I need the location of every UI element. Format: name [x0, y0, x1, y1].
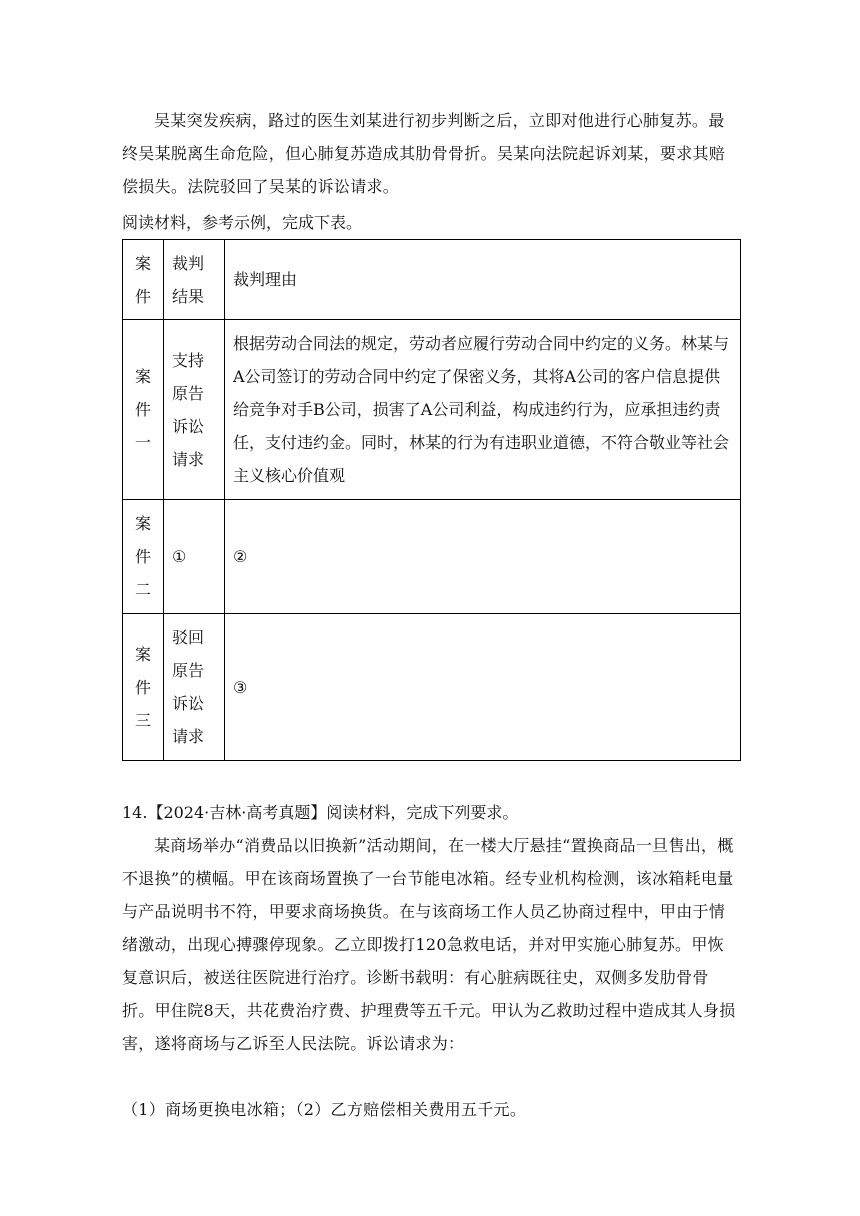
table-row [123, 320, 741, 500]
result-cell: 驳回 原告 诉讼 请求 [164, 614, 225, 761]
question-14-material: 某商场举办“消费品以旧换新”活动期间，在一楼大厅悬挂“置换商品一旦售出，概不退换”的横幅。甲在该商场置换了一台节能电冰箱。经专业机构检测，该冰箱耗电量与产品说明书不符，甲要求商场换货。在与该商场工作人员乙协商过程中，甲由于情绪激动，出现心搏骤停现象。乙立即拨打120急救电话，并对甲实施心肺复苏。甲恢复意识后，被送往医院进行治疗。诊断书载明：有心脏病既往史，双侧多发肋骨骨折。甲住院8天，共花费治疗费、护理费等五千元。甲认为乙救助过程中造成其人身损害，遂将商场与乙诉至人民法院。诉讼请求为： [122, 836, 736, 1053]
table-row [123, 500, 741, 614]
question-14-claims: （1）商场更换电冰箱；（2）乙方赔偿相关费用五千元。 [122, 1100, 527, 1119]
case-name-cell: 案 件 二 [123, 500, 164, 614]
header-case-cell: 案 件 [123, 240, 164, 320]
reason-blank-cell: ② [225, 500, 741, 614]
reason-cell: 根据劳动合同法的规定，劳动者应履行劳动合同中约定的义务。林某与A公司签订的劳动合同中约定了保密义务，其将A公司的客户信息提供给竞争对手B公司，损害了A公司利益，构成违约行为，应承担违约责任，支付违约金。同时，林某的行为有违职业道德，不符合敬业等社会主义核心价值观 [225, 320, 741, 500]
reason-blank-cell: ③ [225, 614, 741, 761]
case-name-cell: 案 件 三 [123, 614, 164, 761]
instruction-text: 阅读材料，参考示例，完成下表。 [122, 213, 363, 232]
header-result-cell: 裁判 结果 [164, 240, 225, 320]
case-table [122, 239, 741, 761]
table-row [123, 614, 741, 761]
result-blank-cell: ① [164, 500, 225, 614]
question-14-title: 14.【2024·吉林·高考真题】阅读材料，完成下列要求。 [122, 803, 519, 822]
table-header-row [123, 240, 741, 320]
case-name-cell: 案 件 一 [123, 320, 164, 500]
header-reason-cell: 裁判理由 [225, 240, 741, 320]
intro-paragraph: 吴某突发疾病，路过的医生刘某进行初步判断之后，立即对他进行心肺复苏。最终吴某脱离生命危险，但心肺复苏造成其肋骨骨折。吴某向法院起诉刘某，要求其赔偿损失。法院驳回了吴某的诉讼请求。 [122, 111, 726, 196]
result-cell: 支持 原告 诉讼 请求 [164, 320, 225, 500]
